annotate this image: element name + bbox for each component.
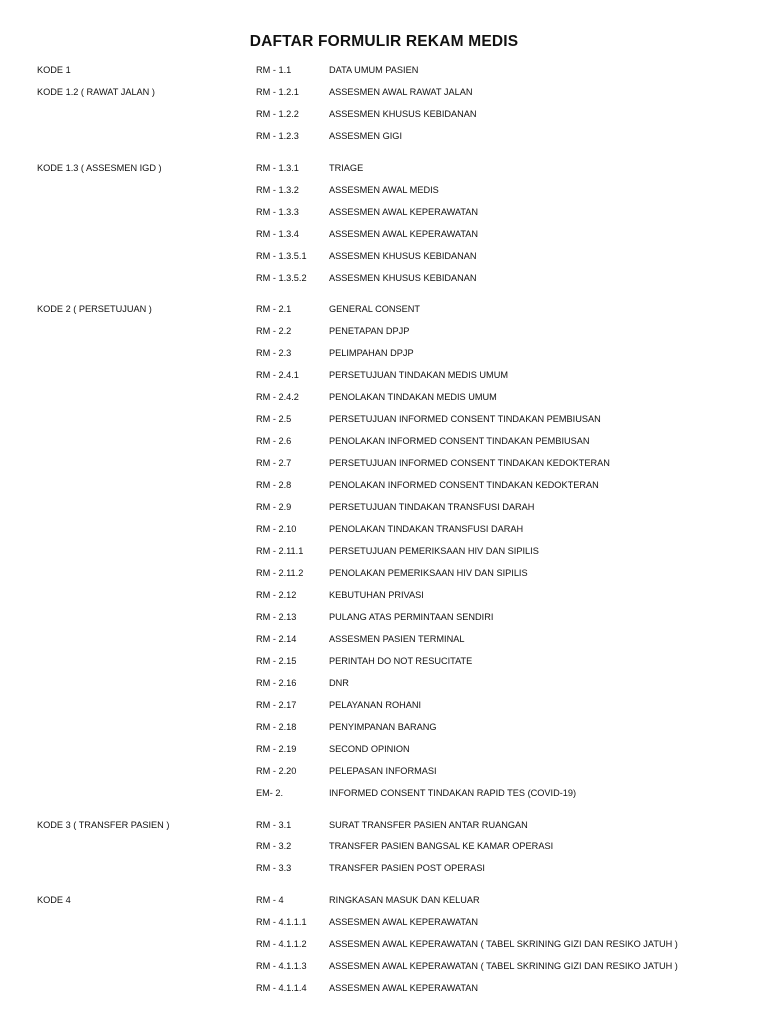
list-item	[0, 764, 768, 778]
form-name: PENOLAKAN PEMERIKSAAN HIV DAN SIPILIS	[329, 568, 528, 578]
form-name: INFORMED CONSENT TINDAKAN RAPID TES (COVID-19)	[329, 788, 577, 798]
kode-label: KODE 1.3 ( ASSESMEN IGD )	[37, 163, 162, 173]
list-item	[0, 915, 768, 929]
list-item	[0, 839, 768, 853]
rm-code: RM - 1.3.3	[256, 207, 299, 217]
rm-code: RM - 2.20	[256, 766, 297, 776]
rm-code: RM - 1.2.3	[256, 131, 299, 141]
form-name: TRIAGE	[329, 163, 364, 173]
rm-code: RM - 4.1.1.4	[256, 983, 307, 993]
form-name: DNR	[329, 678, 349, 688]
list-item	[0, 544, 768, 558]
list-item	[0, 302, 768, 316]
rm-code: RM - 2.12	[256, 590, 297, 600]
list-item	[0, 324, 768, 338]
form-name: PENOLAKAN TINDAKAN TRANSFUSI DARAH	[329, 524, 524, 534]
form-name: GENERAL CONSENT	[329, 304, 421, 314]
list-item	[0, 271, 768, 285]
list-item	[0, 63, 768, 77]
form-name: PENYIMPANAN BARANG	[329, 722, 437, 732]
form-name: RINGKASAN MASUK DAN KELUAR	[329, 895, 480, 905]
list-item	[0, 368, 768, 382]
kode-label: KODE 1.2 ( RAWAT JALAN )	[37, 87, 155, 97]
list-item	[0, 412, 768, 426]
rm-code: RM - 2.7	[256, 458, 292, 468]
form-name: PERSETUJUAN INFORMED CONSENT TINDAKAN KEDOKTERAN	[329, 458, 610, 468]
rm-code: RM - 2.18	[256, 722, 297, 732]
list-item	[0, 183, 768, 197]
form-name: PERSETUJUAN INFORMED CONSENT TINDAKAN PEMBIUSAN	[329, 414, 601, 424]
form-name: ASSESMEN AWAL MEDIS	[329, 185, 439, 195]
rm-code: RM - 2.19	[256, 744, 297, 754]
kode-label: KODE 3 ( TRANSFER PASIEN )	[37, 820, 170, 830]
list-item	[0, 676, 768, 690]
rm-code: RM - 1.3.5.1	[256, 251, 307, 261]
form-name: TRANSFER PASIEN BANGSAL KE KAMAR OPERASI	[329, 841, 554, 851]
rm-code: RM - 4.1.1.3	[256, 961, 307, 971]
rm-code: RM - 2.11.1	[256, 546, 304, 556]
form-name: ASSESMEN KHUSUS KEBIDANAN	[329, 251, 477, 261]
form-name: PENOLAKAN INFORMED CONSENT TINDAKAN PEMBIUSAN	[329, 436, 590, 446]
rm-code: RM - 2.2	[256, 326, 292, 336]
kode-label: KODE 4	[37, 895, 71, 905]
rm-code: RM - 1.2.1	[256, 87, 299, 97]
list-item	[0, 893, 768, 907]
form-name: PELIMPAHAN DPJP	[329, 348, 414, 358]
list-item	[0, 522, 768, 536]
form-name: ASSESMEN AWAL RAWAT JALAN	[329, 87, 473, 97]
rm-code: RM - 2.9	[256, 502, 292, 512]
rm-code: RM - 4.1.1.1	[256, 917, 307, 927]
list-item	[0, 227, 768, 241]
list-item	[0, 698, 768, 712]
list-item	[0, 107, 768, 121]
form-name: PELAYANAN ROHANI	[329, 700, 422, 710]
form-name: PERSETUJUAN TINDAKAN TRANSFUSI DARAH	[329, 502, 535, 512]
form-name: ASSESMEN AWAL KEPERAWATAN	[329, 917, 479, 927]
form-name: SECOND OPINION	[329, 744, 410, 754]
form-name: ASSESMEN AWAL KEPERAWATAN ( TABEL SKRINING GIZI DAN RESIKO JATUH )	[329, 939, 678, 949]
rm-code: RM - 2.13	[256, 612, 297, 622]
form-name: PERSETUJUAN PEMERIKSAAN HIV DAN SIPILIS	[329, 546, 539, 556]
form-name: PENOLAKAN INFORMED CONSENT TINDAKAN KEDOKTERAN	[329, 480, 599, 490]
rm-code: RM - 3.3	[256, 863, 292, 873]
rm-code: RM - 2.4.2	[256, 392, 299, 402]
list-item	[0, 434, 768, 448]
form-name: PULANG ATAS PERMINTAAN SENDIRI	[329, 612, 494, 622]
rm-code: RM - 1.3.4	[256, 229, 299, 239]
list-item	[0, 500, 768, 514]
list-item	[0, 610, 768, 624]
rm-code: RM - 4	[256, 895, 284, 905]
kode-label: KODE 1	[37, 65, 71, 75]
page-title: DAFTAR FORMULIR REKAM MEDIS	[249, 33, 519, 50]
form-name: PELEPASAN INFORMASI	[329, 766, 437, 776]
rm-code: RM - 1.3.5.2	[256, 273, 307, 283]
rm-code: RM - 1.2.2	[256, 109, 299, 119]
list-item	[0, 937, 768, 951]
form-name: DATA UMUM PASIEN	[329, 65, 419, 75]
rm-code: RM - 2.14	[256, 634, 297, 644]
rm-code: RM - 2.8	[256, 480, 292, 490]
form-name: ASSESMEN PASIEN TERMINAL	[329, 634, 465, 644]
list-item	[0, 654, 768, 668]
rm-code: RM - 1.1	[256, 65, 292, 75]
rm-code: RM - 2.6	[256, 436, 292, 446]
form-name: PERINTAH DO NOT RESUCITATE	[329, 656, 473, 666]
form-name: ASSESMEN AWAL KEPERAWATAN	[329, 207, 479, 217]
form-name: ASSESMEN KHUSUS KEBIDANAN	[329, 273, 477, 283]
form-name: ASSESMEN AWAL KEPERAWATAN	[329, 983, 479, 993]
list-item	[0, 742, 768, 756]
rm-code: EM- 2.	[256, 788, 284, 798]
list-item	[0, 959, 768, 973]
list-item	[0, 456, 768, 470]
form-name: SURAT TRANSFER PASIEN ANTAR RUANGAN	[329, 820, 528, 830]
rm-code: RM - 1.3.2	[256, 185, 299, 195]
list-item	[0, 632, 768, 646]
rm-code: RM - 2.10	[256, 524, 297, 534]
list-item	[0, 566, 768, 580]
form-name: ASSESMEN GIGI	[329, 131, 403, 141]
list-item	[0, 161, 768, 175]
list-item	[0, 720, 768, 734]
form-name: ASSESMEN KHUSUS KEBIDANAN	[329, 109, 477, 119]
rm-code: RM - 2.1	[256, 304, 292, 314]
form-name: PERSETUJUAN TINDAKAN MEDIS UMUM	[329, 370, 509, 380]
list-item	[0, 478, 768, 492]
list-item	[0, 346, 768, 360]
list-item	[0, 588, 768, 602]
form-name: TRANSFER PASIEN POST OPERASI	[329, 863, 485, 873]
kode-label: KODE 2 ( PERSETUJUAN )	[37, 304, 152, 314]
list-item	[0, 861, 768, 875]
list-item	[0, 786, 768, 800]
rm-code: RM - 2.5	[256, 414, 292, 424]
list-item	[0, 818, 768, 832]
list-item	[0, 129, 768, 143]
rm-code: RM - 2.4.1	[256, 370, 299, 380]
rm-code: RM - 3.1	[256, 820, 292, 830]
rm-code: RM - 3.2	[256, 841, 292, 851]
list-item	[0, 390, 768, 404]
form-name: KEBUTUHAN PRIVASI	[329, 590, 424, 600]
rm-code: RM - 1.3.1	[256, 163, 299, 173]
list-item	[0, 205, 768, 219]
rm-code: RM - 2.3	[256, 348, 292, 358]
list-item	[0, 249, 768, 263]
rm-code: RM - 2.15	[256, 656, 297, 666]
list-item	[0, 85, 768, 99]
form-name: ASSESMEN AWAL KEPERAWATAN ( TABEL SKRINING GIZI DAN RESIKO JATUH )	[329, 961, 678, 971]
form-name: PENETAPAN DPJP	[329, 326, 410, 336]
rm-code: RM - 2.17	[256, 700, 297, 710]
rm-code: RM - 2.11.2	[256, 568, 304, 578]
form-name: ASSESMEN AWAL KEPERAWATAN	[329, 229, 479, 239]
rm-code: RM - 4.1.1.2	[256, 939, 307, 949]
rm-code: RM - 2.16	[256, 678, 297, 688]
list-item	[0, 981, 768, 995]
form-name: PENOLAKAN TINDAKAN MEDIS UMUM	[329, 392, 497, 402]
